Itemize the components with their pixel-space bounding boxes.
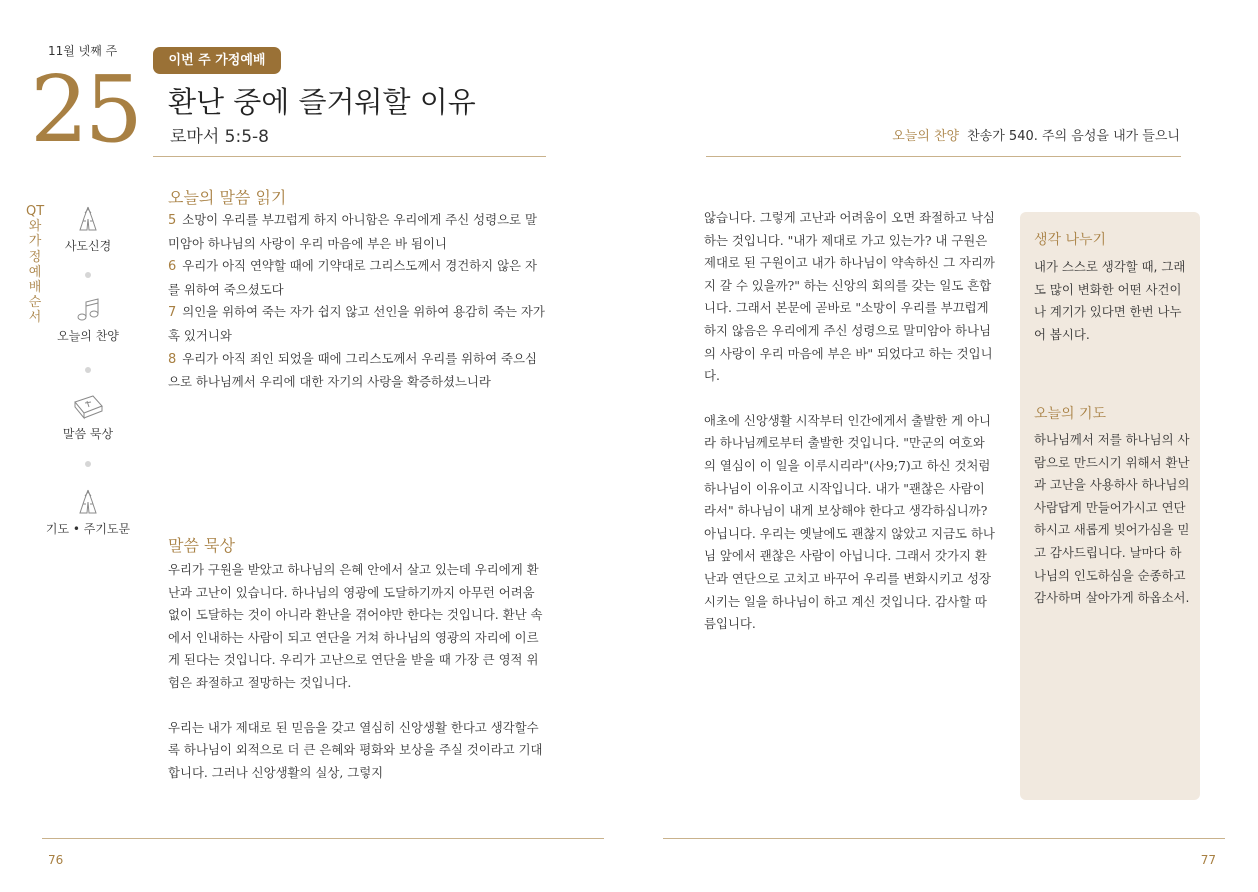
sidebar-item-creed [43,204,133,254]
sidebar-item-meditation [43,392,133,442]
sidebar-dot [85,272,91,278]
share-text: 내가 스스로 생각할 때, 그래도 많이 변화한 어떤 사건이나 계기가 있다면 한번 나누어 봅시다. [1034,259,1186,342]
verse-number: 5 [168,213,177,228]
page-title: 환난 중에 즐거워할 이유 [168,85,476,119]
footer-divider-right [663,838,1225,839]
meditation-heading: 말씀 묵상 [168,536,235,555]
verse-text: 소망이 우리를 부끄럽게 하지 아니함은 우리에게 주신 성령으로 말미암아 하나님의 사랑이 우리 마음에 부은 바 됨이니 [168,212,537,251]
verse-list [168,209,548,394]
verse-item [168,301,548,347]
hymn-title: 찬송가 540. 주의 음성을 내가 들으니 [967,129,1180,144]
verse-number: 8 [168,351,177,367]
page-number-right: 77 [1200,853,1216,867]
sidebar-item-label: 말씀 묵상 [62,427,114,441]
verse-item [168,255,548,301]
share-heading: 생각 나누기 [1034,232,1107,248]
verse-text: 우리가 아직 죄인 되었을 때에 그리스도께서 우리를 위하여 죽으심으로 하나님께서 우리에 대한 자기의 사랑을 확증하셨느니라 [168,350,537,390]
sidebar-item-prayer [43,487,133,537]
meditation-body-left [168,559,548,784]
page-number-left: 76 [48,853,64,867]
meditation-paragraph: 우리는 내가 제대로 된 믿음을 갖고 열심히 신앙생활 한다고 생각할수록 하나님이 외적으로 더 큰 은혜와 평화와 보상을 주실 것이라고 기대합니다. 그러나 신앙생활의 실상, 그렇지 [168,719,543,780]
praying-hands-icon [73,487,103,517]
praying-hands-icon [73,204,103,234]
bible-icon [71,392,105,422]
week-label: 11월 넷째 주 [48,44,118,58]
sidebar-item-label: 오늘의 찬양 [57,329,119,343]
order-vertical-label: QT와 가정예배 순서 [26,204,45,326]
prayer-heading: 오늘의 기도 [1034,406,1107,422]
verse-item [168,209,548,255]
verse-number: 7 [168,305,177,321]
header-divider-left [153,156,546,157]
scripture-reference: 로마서 5:5-8 [170,127,269,147]
reading-heading: 오늘의 말씀 읽기 [168,188,287,207]
hymn-label: 오늘의 찬양 [892,129,960,144]
sidebar-item-label: 기도 • 주기도문 [45,522,131,536]
music-note-icon [73,296,103,324]
meditation-paragraph: 우리가 구원을 받았고 하나님의 은혜 안에서 살고 있는데 우리에게 환난과 고난이 있습니다. 하나님의 영광에 도달하기까지 아무런 어려움 없이 도달하는 것이 아니라 환난을 겪어야만 한다는 것입니다. 환난 속에서 인내하는 사람이 되고 연단을 거쳐 하나님의 영광의 자리에 이르게 된다는 것입니다. 우리가 고난으로 연단을 받을 때 가장 큰 영적 위험은 좌절하고 절망하는 것입니다. [168,562,543,690]
verse-number: 6 [168,259,177,275]
verse-item [168,348,548,394]
verse-text: 의인을 위하여 죽는 자가 쉽지 않고 선인을 위하여 용감히 죽는 자가 혹 있거니와 [168,304,545,343]
sidebar-dot [85,461,91,467]
meditation-paragraph: 애초에 신앙생활 시작부터 인간에게서 출발한 게 아니라 하나님께로부터 출발한 것입니다. "만군의 여호와의 열심이 이 일을 이루시리라"(사9;7)고 하신 것처럼 하나님이 이유이고 시작입니다. 내가 "괜찮은 사람이라서" 하나님이 내게 보상해야 한다고 생각하십니까? 아닙니다. 우리는 옛날에도 괜찮지 않았고 지금도 하나님 앞에서 괜찮은 사람이 아닙니다. 그래서 갓가지 환난과 연단으로 고치고 바꾸어 우리를 변화시키고 성장시키는 일을 하나님이 하고 계신 것입니다. 감사할 따름입니다. [704,412,995,632]
sidebar-item-hymn [43,296,133,344]
prayer-text: 하나님께서 저를 하나님의 사람으로 만드시기 위해서 환난과 고난을 사용하사 하나님의 사람답게 만들어가시고 연단하시고 새롭게 빚어가심을 믿고 감사드립니다. 날마다 하나님의 인도하심을 순종하고 감사하며 살아가게 하옵소서. [1034,432,1190,606]
verse-text: 우리가 아직 연약할 때에 기약대로 그리스도께서 경건하지 않은 자를 위하여 죽으셨도다 [168,258,537,297]
header-divider-right [706,156,1181,157]
day-number: 25 [30,56,140,163]
today-hymn [892,125,1180,144]
reflection-box [1020,212,1200,800]
sidebar-item-label: 사도신경 [64,239,112,253]
sidebar-dot [85,367,91,373]
footer-divider-left [42,838,604,839]
meditation-body-right [704,207,996,636]
meditation-paragraph: 않습니다. 그렇게 고난과 어려움이 오면 좌절하고 낙심하는 것입니다. "내가 제대로 가고 있는가? 내 구원은 제대로 된 구원이고 내가 하나님이 약속하신 그 자리까지 갈 수 있을까?" 하는 신앙의 회의를 갖는 일도 흔합니다. 그래서 본문에 곧바로 "소망이 우리를 부끄럽게 하지 않음은 우리에게 주신 성령으로 말미암아 하나님의 사랑이 우리 마음에 부은 바" 되었다고 하는 것입니다. [704,210,995,384]
worship-badge: 이번 주 가정예배 [153,47,281,74]
